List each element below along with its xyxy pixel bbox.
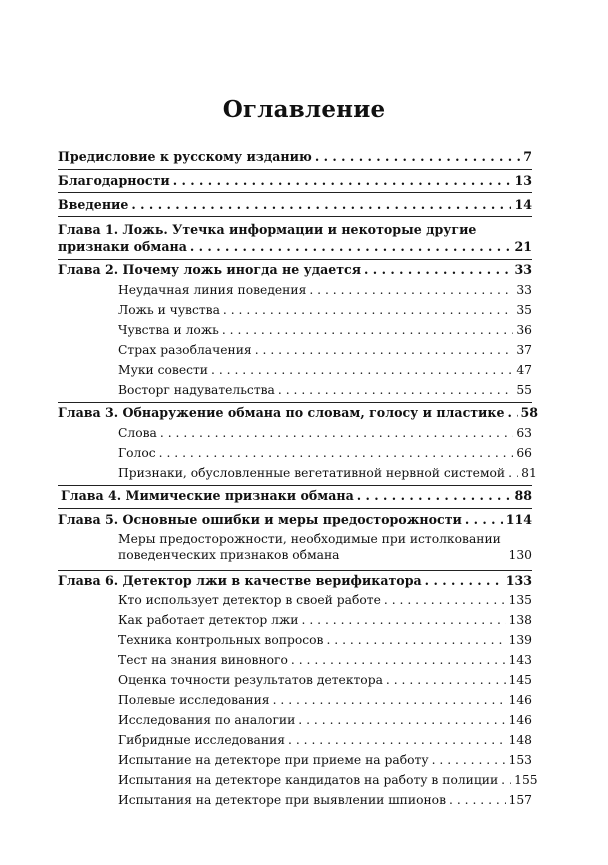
- dot-leader: [432, 751, 506, 769]
- toc-entry-chapter-2[interactable]: [58, 261, 532, 279]
- dot-leader: [386, 671, 506, 689]
- toc-subentry[interactable]: [118, 546, 532, 564]
- divider: [58, 402, 532, 403]
- toc-entry-page: 35: [516, 303, 532, 317]
- toc-entry-title: Оценка точности результатов детектора: [118, 673, 383, 687]
- page-title: Оглавление: [222, 96, 386, 123]
- toc-entry-title: Глава 6. Детектор лжи в качестве верификатора: [58, 573, 422, 588]
- divider: [58, 570, 532, 571]
- toc-entry-page: 33: [514, 262, 532, 277]
- toc-entry-page: 7: [523, 149, 532, 164]
- toc-entry-chapter-5[interactable]: [58, 511, 532, 529]
- toc-entry-page: 37: [516, 343, 532, 357]
- toc-entry-title: Признаки, обусловленные вегетативной нервной системой: [118, 466, 506, 480]
- toc-entry-page: 88: [514, 488, 532, 503]
- toc-subentry[interactable]: [118, 341, 532, 359]
- dot-leader: [309, 281, 513, 299]
- toc-entry-introduction[interactable]: [58, 196, 532, 214]
- toc-subentry[interactable]: [118, 361, 532, 379]
- divider: [58, 216, 532, 217]
- toc-entry-page: 66: [516, 446, 532, 460]
- toc-entry-title: Исследования по аналогии: [118, 713, 296, 727]
- dot-leader: [302, 611, 506, 629]
- toc-entry-page: 143: [508, 653, 532, 667]
- toc-entry-title: Муки совести: [118, 363, 208, 377]
- dot-leader: [508, 464, 518, 482]
- toc-subentry[interactable]: [118, 771, 538, 789]
- toc-entry-chapter-1-line1[interactable]: [58, 221, 532, 239]
- toc-entry-title: Глава 5. Основные ошибки и меры предосторожности: [58, 512, 462, 527]
- toc-entry-page: 139: [508, 633, 532, 647]
- toc-subentry[interactable]: [118, 691, 532, 709]
- toc-subentry[interactable]: [118, 301, 532, 319]
- toc-subentry[interactable]: [118, 751, 532, 769]
- dot-leader: [326, 631, 505, 649]
- toc-entry-page: 47: [516, 363, 532, 377]
- dot-leader: [384, 591, 506, 609]
- toc-entry-chapter-1[interactable]: [58, 238, 532, 256]
- toc-subentry[interactable]: [118, 671, 532, 689]
- toc-subentry[interactable]: [118, 281, 532, 299]
- toc-entry-page: 14: [514, 197, 532, 212]
- toc-entry-title: признаки обмана: [58, 239, 187, 254]
- dot-leader: [131, 196, 511, 214]
- toc-entry-chapter-4[interactable]: [61, 487, 532, 505]
- toc-entry-title: Неудачная линия поведения: [118, 283, 307, 297]
- toc-entry-title: Кто использует детектор в своей работе: [118, 593, 381, 607]
- dot-leader: [298, 711, 505, 729]
- toc-entry-title: Испытания на детекторе при выявлении шпионов: [118, 793, 446, 807]
- toc-entry-title: Испытание на детекторе при приеме на работу: [118, 753, 429, 767]
- toc-subentry[interactable]: [118, 711, 532, 729]
- toc-entry-title: Ложь и чувства: [118, 303, 220, 317]
- toc-entry-title: Благодарности: [58, 173, 170, 188]
- dot-leader: [357, 487, 512, 505]
- dot-leader: [508, 404, 518, 422]
- dot-leader: [223, 301, 513, 319]
- dot-leader: [465, 511, 503, 529]
- divider: [58, 192, 532, 193]
- toc-subentry[interactable]: [118, 731, 532, 749]
- toc-subentry[interactable]: [118, 464, 537, 482]
- divider: [58, 508, 532, 509]
- dot-leader: [222, 321, 514, 339]
- toc-entry-title: Как работает детектор лжи: [118, 613, 299, 627]
- toc-subentry[interactable]: [118, 321, 532, 339]
- divider: [58, 485, 532, 486]
- toc-entry-title: Глава 4. Мимические признаки обмана: [61, 488, 354, 503]
- toc-entry-page: 130: [508, 548, 532, 562]
- toc-entry-title: Предисловие к русскому изданию: [58, 149, 312, 164]
- toc-subentry[interactable]: [118, 591, 532, 609]
- dot-leader: [160, 424, 513, 442]
- toc-entry-chapter-3[interactable]: [58, 404, 539, 422]
- toc-entry-page: 155: [514, 773, 538, 787]
- dot-leader: [255, 341, 514, 359]
- toc-entry-page: 33: [516, 283, 532, 297]
- dot-leader: [364, 261, 511, 279]
- toc-entry-page: 135: [508, 593, 532, 607]
- toc-entry-chapter-6[interactable]: [58, 572, 532, 590]
- toc-subentry[interactable]: [118, 651, 532, 669]
- toc-entry-title: Тест на знания виновного: [118, 653, 288, 667]
- toc-entry-title: Чувства и ложь: [118, 323, 219, 337]
- toc-entry-title: Глава 2. Почему ложь иногда не удается: [58, 262, 362, 277]
- toc-subentry[interactable]: [118, 444, 532, 462]
- toc-entry-page: 157: [508, 793, 532, 807]
- toc-entry-title: Испытания на детекторе кандидатов на работу в полиции: [118, 773, 499, 787]
- toc-entry-acknowledgements[interactable]: [58, 172, 532, 190]
- toc-entry-page: 63: [516, 426, 532, 440]
- toc-entry-page: 36: [516, 323, 532, 337]
- toc-entry-page: 145: [508, 673, 532, 687]
- dot-leader: [425, 572, 503, 590]
- toc-entry-page: 138: [508, 613, 532, 627]
- toc-entry-page: 148: [508, 733, 532, 747]
- dot-leader: [449, 791, 506, 809]
- toc-entry-title: поведенческих признаков обмана: [118, 548, 340, 562]
- toc-entry-title: Глава 1. Ложь. Утечка информации и некоторые другие: [58, 222, 477, 237]
- toc-entry-preface[interactable]: [58, 148, 532, 166]
- toc-entry-page: 133: [505, 573, 532, 588]
- toc-entry-page: 13: [514, 173, 532, 188]
- toc-entry-title: Страх разоблачения: [118, 343, 252, 357]
- toc-subentry[interactable]: [118, 791, 532, 809]
- dot-leader: [315, 148, 520, 166]
- toc-entry-title: Восторг надувательства: [118, 383, 275, 397]
- toc-entry-title: Меры предосторожности, необходимые при истолковании: [118, 532, 501, 546]
- toc-entry-page: 146: [508, 713, 532, 727]
- toc-entry-page: 146: [508, 693, 532, 707]
- toc-entry-page: 81: [521, 466, 537, 480]
- dot-leader: [291, 651, 506, 669]
- toc-entry-title: Введение: [58, 197, 129, 212]
- dot-leader: [288, 731, 506, 749]
- toc-entry-title: Слова: [118, 426, 157, 440]
- toc-entry-page: 21: [514, 239, 532, 254]
- toc-entry-page: 153: [508, 753, 532, 767]
- dot-leader: [211, 361, 513, 379]
- toc-entry-title: Гибридные исследования: [118, 733, 285, 747]
- toc-entry-page: 58: [520, 405, 539, 420]
- dot-leader: [190, 238, 512, 256]
- toc-subentry[interactable]: [118, 611, 532, 629]
- toc-subentry[interactable]: [118, 631, 532, 649]
- dot-leader: [159, 444, 514, 462]
- divider: [58, 169, 532, 170]
- dot-leader: [278, 381, 513, 399]
- divider: [58, 259, 532, 260]
- toc-entry-page: 55: [516, 383, 532, 397]
- toc-entry-title: Голос: [118, 446, 156, 460]
- toc-subentry[interactable]: [118, 424, 532, 442]
- toc-entry-title: Полевые исследования: [118, 693, 270, 707]
- toc-entry-title: Глава 3. Обнаружение обмана по словам, голосу и пластике: [58, 405, 505, 420]
- toc-entry-title: Техника контрольных вопросов: [118, 633, 324, 647]
- toc-subentry[interactable]: [118, 381, 532, 399]
- dot-leader: [173, 172, 512, 190]
- dot-leader: [501, 771, 511, 789]
- dot-leader: [273, 691, 506, 709]
- toc-entry-page: 114: [505, 512, 532, 527]
